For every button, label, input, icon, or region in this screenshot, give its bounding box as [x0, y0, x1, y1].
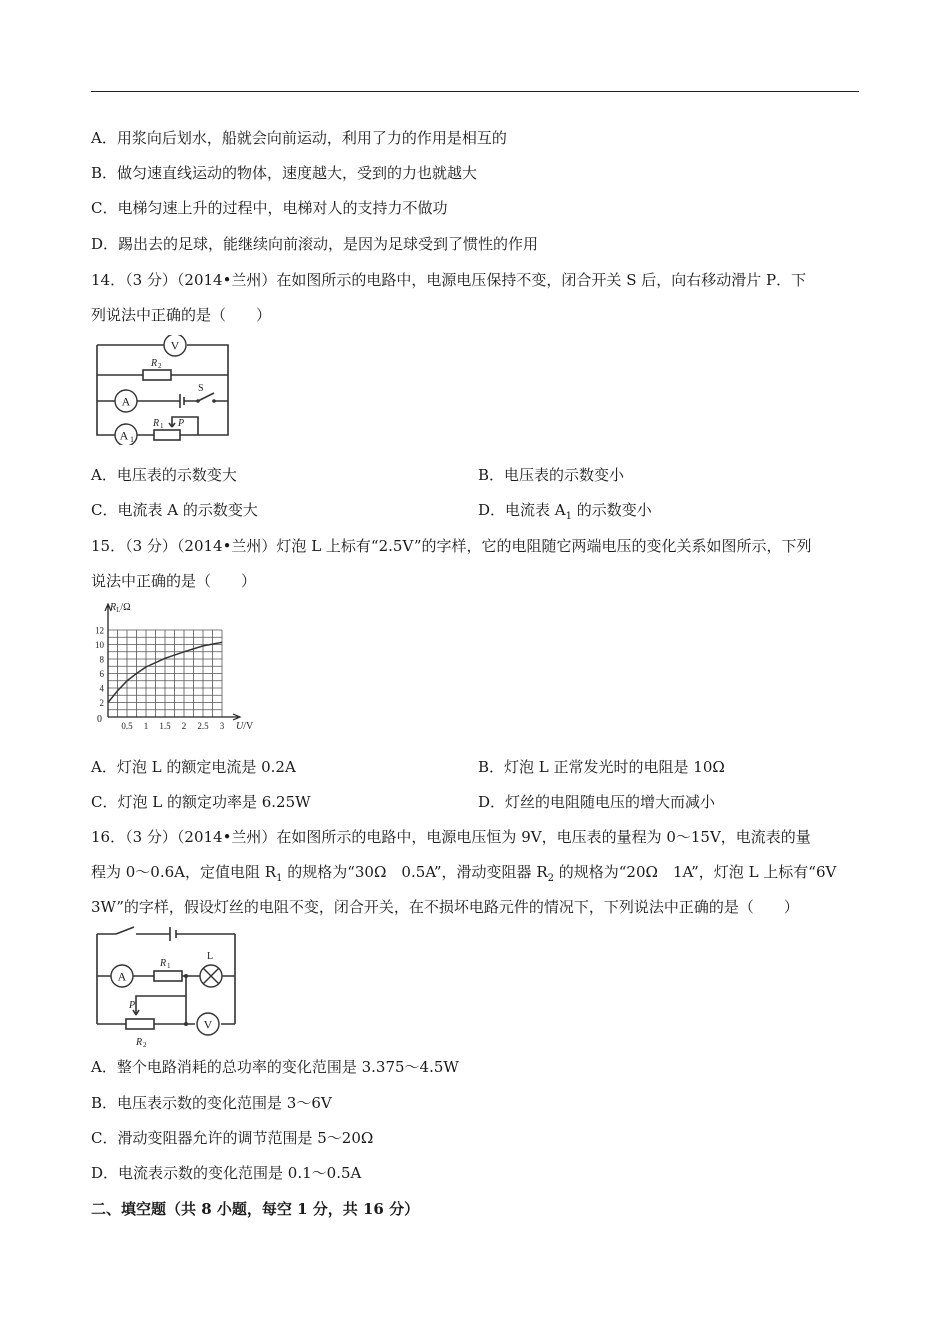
- section-2-heading: 二、填空题（共 8 小题，每空 1 分，共 16 分）: [91, 1200, 420, 1218]
- lamp-label: L: [207, 951, 214, 962]
- q16-option-c: C．滑动变阻器允许的调节范围是 5～20Ω: [91, 1129, 374, 1147]
- chart-ylabel: $R_L/\Omega$: [110, 602, 131, 614]
- y-tick-label: 4: [99, 683, 104, 694]
- q15-stem-line2: 说法中正确的是（ ）: [91, 572, 257, 590]
- q14-option-b: B．电压表的示数变小: [478, 466, 625, 484]
- ammeter-label: A: [121, 394, 131, 409]
- y-tick-label: 12: [95, 625, 104, 636]
- chart-xlabel: U/V: [236, 721, 254, 732]
- r1-sub: 1: [160, 422, 164, 430]
- x-tick-label: 2.5: [197, 721, 209, 731]
- slider-label: P: [178, 418, 185, 429]
- q16-option-b: B．电压表示数的变化范围是 3～6V: [91, 1094, 332, 1112]
- header-rule: [91, 91, 859, 92]
- y-tick-label: 6: [99, 669, 104, 679]
- y-tick-label: 2: [99, 698, 104, 708]
- slider-label: P: [129, 1000, 136, 1011]
- chart-tick-labels: [95, 626, 225, 732]
- r1-sub: 1: [167, 962, 171, 970]
- ammeter-a1-label: A: [119, 428, 129, 443]
- q16-stem-line2: 程为 0～0.6A，定值电阻 $R_1$ 的规格为“30Ω 0.5A”，滑动变阻器 $R_2$ 的规格为“20Ω 1A”，灯泡 L 上标有“6V: [91, 863, 837, 884]
- voltmeter-label: V: [170, 338, 180, 353]
- chart-origin-label: 0: [97, 714, 102, 725]
- x-tick-label: 0.5: [121, 721, 133, 731]
- r2-sub: 2: [158, 362, 162, 370]
- x-tick-label: 1: [143, 721, 149, 731]
- q14-circuit-diagram: [88, 335, 238, 445]
- x-tick-label: 3: [219, 721, 225, 731]
- q13-option-c: C．电梯匀速上升的过程中，电梯对人的支持力不做功: [91, 199, 448, 217]
- q14-stem-line2: 列说法中正确的是（ ）: [91, 306, 272, 324]
- voltmeter-label: V: [203, 1017, 213, 1032]
- q13-option-d: D．踢出去的足球，能继续向前滚动，是因为足球受到了惯性的作用: [91, 235, 539, 253]
- y-tick-label: 10: [95, 640, 104, 650]
- q13-option-a: A．用浆向后划水，船就会向前运动，利用了力的作用是相互的: [91, 129, 507, 147]
- q16-stem-line3: 3W”的字样，假设灯丝的电阻不变，闭合开关，在不损坏电路元件的情况下，下列说法中正确的是（ ）: [91, 898, 799, 916]
- q16-option-d: D．电流表示数的变化范围是 0.1～0.5A: [91, 1164, 362, 1182]
- q15-option-d: D．灯丝的电阻随电压的增大而减小: [478, 793, 716, 811]
- q15-stem-line1: 15．（3 分）（2014•兰州）灯泡 L 上标有“2.5V”的字样，它的电阻随它两端电压的变化关系如图所示，下列: [91, 537, 812, 555]
- q14-option-d: D．电流表 $A_1$ 的示数变小: [478, 501, 652, 522]
- r1-label: R: [153, 418, 160, 429]
- q16-option-a: A．整个电路消耗的总功率的变化范围是 3.375～4.5W: [91, 1058, 459, 1076]
- r2-sub: 2: [143, 1041, 147, 1049]
- chart-grid: [108, 630, 222, 717]
- x-tick-label: 2: [181, 721, 187, 731]
- ammeter-a1-sub: 1: [130, 435, 134, 444]
- x-tick-label: 1.5: [159, 721, 171, 731]
- ammeter-label: A: [117, 969, 127, 984]
- r2-label: R: [136, 1037, 143, 1048]
- q16-circuit-diagram: [88, 924, 243, 1052]
- q14-option-c: C．电流表 A 的示数变大: [91, 501, 258, 519]
- q16-stem-line1: 16．（3 分）（2014•兰州）在如图所示的电路中，电源电压恒为 9V，电压表的量程为 0～15V，电流表的量: [91, 828, 811, 846]
- q15-option-b: B．灯泡 L 正常发光时的电阻是 10Ω: [478, 758, 725, 776]
- y-tick-label: 8: [99, 654, 104, 665]
- q14-stem-line1: 14．（3 分）（2014•兰州）在如图所示的电路中，电源电压保持不变，闭合开关 S 后，向右移动滑片 P．下: [91, 271, 807, 289]
- q15-option-a: A．灯泡 L 的额定电流是 0.2A: [91, 758, 296, 776]
- q15-resistance-voltage-chart: [88, 598, 273, 738]
- q15-option-c: C．灯泡 L 的额定功率是 6.25W: [91, 793, 311, 811]
- r2-label: R: [151, 358, 158, 369]
- q14-option-a: A．电压表的示数变大: [91, 466, 237, 484]
- q13-option-b: B．做匀速直线运动的物体，速度越大，受到的力也就越大: [91, 164, 478, 182]
- r1-label: R: [160, 958, 167, 969]
- switch-label: S: [198, 383, 204, 394]
